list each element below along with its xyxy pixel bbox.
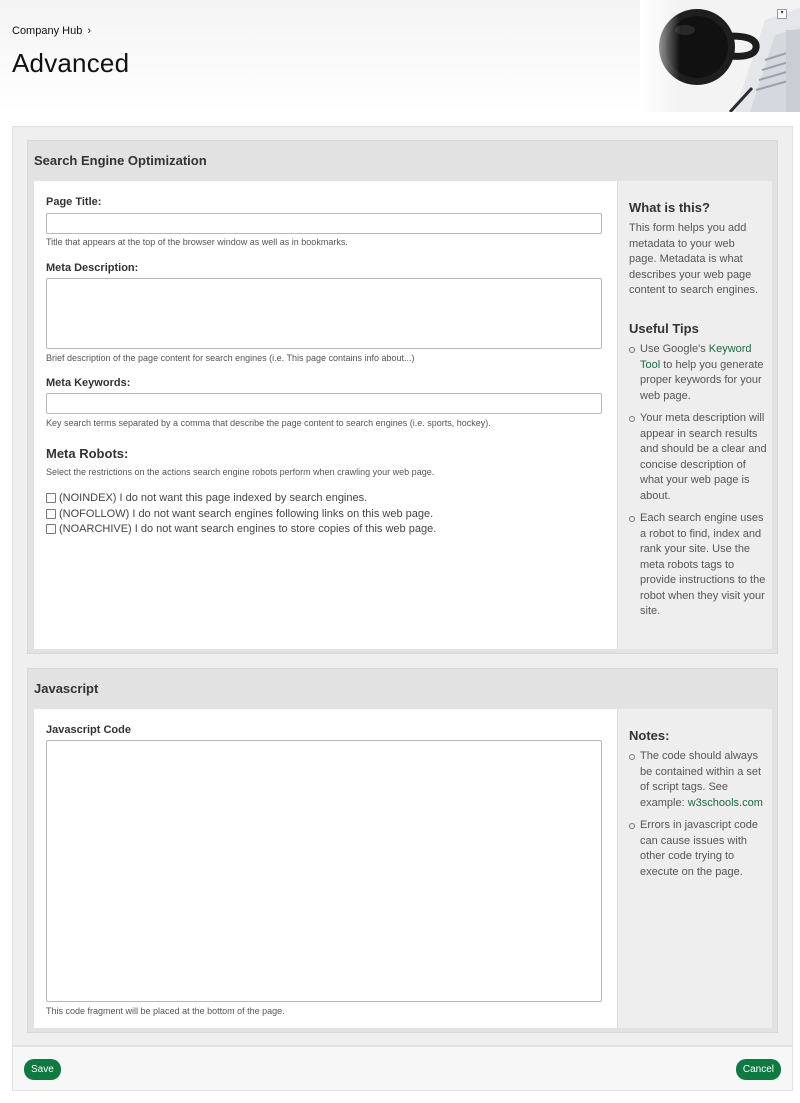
page-header: [0, 0, 800, 112]
w3schools-link[interactable]: w3schools.com: [687, 796, 763, 809]
robots-option-noarchive[interactable]: [46, 523, 436, 535]
page-title: Advanced: [12, 48, 130, 78]
meta-keywords-help: Key search terms separated by a comma that describe the page content to search engines (i.e. sports, hockey).: [46, 418, 491, 428]
robots-option-nofollow[interactable]: [46, 508, 433, 520]
meta-keywords-input[interactable]: [46, 393, 602, 414]
javascript-code-textarea[interactable]: [46, 740, 602, 1002]
meta-robots-help: Select the restrictions on the actions search engine robots perform when crawling your web page.: [46, 467, 435, 477]
form-footer: [12, 1046, 793, 1091]
checkbox-icon[interactable]: [46, 493, 56, 503]
meta-description-help: Brief description of the page content for search engines (i.e. This page contains info about...): [46, 353, 415, 363]
page-title-input[interactable]: [46, 213, 602, 234]
javascript-code-help: This code fragment will be placed at the bottom of the page.: [46, 1006, 285, 1016]
list-item: [629, 342, 767, 404]
what-is-this-heading: What is this?: [629, 200, 710, 215]
notes-list: [629, 749, 767, 887]
list-item: [629, 749, 767, 811]
page-title-help: Title that appears at the top of the browser window as well as in bookmarks.: [46, 237, 348, 247]
notes-heading: Notes:: [629, 728, 670, 743]
list-item: Your meta description will appear in search results and should be a clear and concise description of what your web page is about.: [629, 411, 767, 504]
seo-section-title: Search Engine Optimization: [34, 153, 207, 168]
useful-tips-heading: Useful Tips: [629, 321, 699, 336]
javascript-section-title: Javascript: [34, 681, 99, 696]
javascript-form: [34, 709, 617, 1028]
seo-section: [27, 140, 778, 654]
what-is-this-text: This form helps you add metadata to your web page. Metadata is what describes your web page content to search engines.: [629, 222, 759, 296]
breadcrumb-link-company-hub[interactable]: Company Hub: [12, 25, 83, 37]
meta-description-label: Meta Description:: [46, 262, 139, 274]
header-desk-photo: [640, 0, 800, 112]
breadcrumb: [12, 25, 91, 37]
javascript-sidebar: [617, 709, 772, 1028]
robots-option-noindex[interactable]: [46, 492, 367, 504]
note-text: The code should always be contained within a set of script tags. See example:: [640, 750, 762, 809]
chevron-down-icon[interactable]: ▾: [777, 9, 787, 19]
javascript-code-label: Javascript Code: [46, 724, 131, 736]
robots-option-label: (NOINDEX) I do not want this page indexed by search engines.: [59, 492, 368, 504]
cancel-button[interactable]: Cancel: [736, 1059, 781, 1080]
checkbox-icon[interactable]: [46, 509, 56, 519]
robots-option-label: (NOARCHIVE) I do not want search engines to store copies of this web page.: [59, 523, 437, 535]
useful-tips-list: [629, 342, 767, 627]
save-button[interactable]: Save: [24, 1059, 61, 1080]
seo-sidebar: [617, 181, 772, 649]
checkbox-icon[interactable]: [46, 524, 56, 534]
list-item: Each search engine uses a robot to find, index and rank your site. Use the meta robots tags to provide instructions to the robot when they visit your site.: [629, 511, 767, 620]
page-title-label: Page Title:: [46, 196, 102, 208]
javascript-section: [27, 668, 778, 1033]
meta-keywords-label: Meta Keywords:: [46, 377, 131, 389]
meta-description-textarea[interactable]: [46, 278, 602, 349]
seo-form: [34, 181, 617, 649]
tip-text: Use Google's: [640, 343, 709, 355]
meta-robots-heading: Meta Robots:: [46, 446, 129, 461]
robots-option-label: (NOFOLLOW) I do not want search engines following links on this web page.: [59, 508, 434, 520]
list-item: Errors in javascript code can cause issues with other code trying to execute on the page.: [629, 818, 767, 880]
tip-text: to help you generate proper keywords for your web page.: [640, 358, 764, 402]
keyword-tool-link[interactable]: Keyword Tool: [640, 343, 752, 371]
breadcrumb-separator: ›: [87, 25, 92, 37]
